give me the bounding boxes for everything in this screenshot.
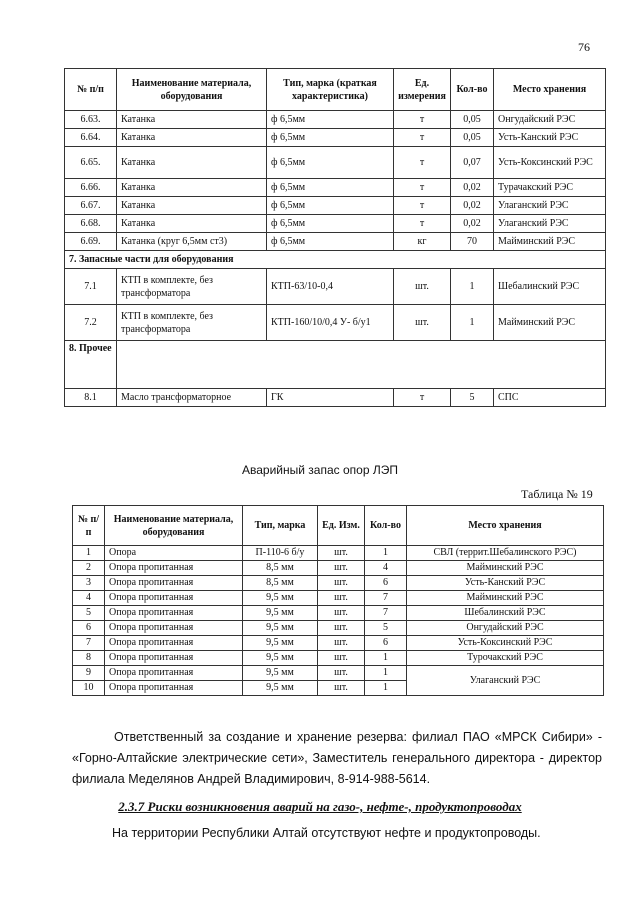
table-row: [65, 147, 606, 179]
cell-place: Усть-Канский РЭС: [494, 129, 606, 147]
cell-num: 6.68.: [65, 215, 117, 233]
cell-num: 7.1: [65, 269, 117, 305]
cell-qty: 5: [451, 389, 494, 407]
cell-type: ф 6,5мм: [267, 129, 394, 147]
cell-unit: т: [394, 197, 451, 215]
cell-place: Улаганский РЭС: [407, 666, 604, 696]
cell-type: 9,5 мм: [243, 621, 318, 636]
cell-type: 8,5 мм: [243, 576, 318, 591]
cell-place: Онгудайский РЭС: [494, 111, 606, 129]
cell-name: Опора пропитанная: [105, 621, 243, 636]
cell-unit: кг: [394, 233, 451, 251]
cell-qty: 1: [365, 681, 407, 696]
cell-name: Опора пропитанная: [105, 561, 243, 576]
cell-qty: 0,02: [451, 215, 494, 233]
table-row: [65, 179, 606, 197]
table-row: [73, 576, 604, 591]
cell-qty: 6: [365, 636, 407, 651]
cell-num: 6.67.: [65, 197, 117, 215]
cell-type: 9,5 мм: [243, 606, 318, 621]
table-row: [73, 666, 604, 681]
cell-num: 8.1: [65, 389, 117, 407]
cell-type: ф 6,5мм: [267, 147, 394, 179]
table-row: [73, 591, 604, 606]
cell-name: Опора пропитанная: [105, 591, 243, 606]
cell-num: 6.64.: [65, 129, 117, 147]
cell-place: СВЛ (террит.Шебалинского РЭС): [407, 546, 604, 561]
cell-unit: шт.: [318, 666, 365, 681]
cell-name: Катанка (круг 6,5мм ст3): [117, 233, 267, 251]
col-header-qty: Кол-во: [365, 506, 407, 546]
cell-unit: шт.: [318, 591, 365, 606]
cell-place: Улаганский РЭС: [494, 197, 606, 215]
section-title: 8. Прочее: [65, 341, 117, 389]
cell-place: Майминский РЭС: [494, 305, 606, 341]
table-row: [65, 111, 606, 129]
section-title: 7. Запасные части для оборудования: [65, 251, 606, 269]
cell-type: ф 6,5мм: [267, 197, 394, 215]
cell-unit: шт.: [318, 621, 365, 636]
cell-place: Улаганский РЭС: [494, 215, 606, 233]
cell-type: 9,5 мм: [243, 636, 318, 651]
cell-name: Опора пропитанная: [105, 651, 243, 666]
cell-place: СПС: [494, 389, 606, 407]
cell-type: ф 6,5мм: [267, 233, 394, 251]
cell-name: Катанка: [117, 179, 267, 197]
cell-type: 9,5 мм: [243, 666, 318, 681]
cell-qty: 0,05: [451, 111, 494, 129]
cell-name: Опора пропитанная: [105, 666, 243, 681]
cell-qty: 7: [365, 606, 407, 621]
cell-name: КТП в комплекте, без трансформатора: [117, 305, 267, 341]
table-row: [73, 561, 604, 576]
col-header-num: № п/п: [65, 69, 117, 111]
col-header-place: Место хранения: [494, 69, 606, 111]
section-row: [65, 251, 606, 269]
table-number: Таблица № 19: [521, 487, 593, 501]
cell-num: 7.2: [65, 305, 117, 341]
table-row: [65, 305, 606, 341]
cell-qty: 0,02: [451, 179, 494, 197]
table-row: [65, 389, 606, 407]
cell-unit: шт.: [394, 305, 451, 341]
cell-type: КТП-63/10-0,4: [267, 269, 394, 305]
table-row: [65, 129, 606, 147]
col-header-place: Место хранения: [407, 506, 604, 546]
materials-table: [64, 68, 606, 407]
table-row: [65, 215, 606, 233]
cell-num: 6.63.: [65, 111, 117, 129]
cell-type: П-110-6 б/у: [243, 546, 318, 561]
cell-name: Опора пропитанная: [105, 681, 243, 696]
cell-qty: 1: [451, 305, 494, 341]
cell-name: Опора пропитанная: [105, 576, 243, 591]
section-row: [65, 341, 606, 389]
cell-num: 7: [73, 636, 105, 651]
empty-cell: [117, 341, 606, 389]
cell-unit: шт.: [318, 561, 365, 576]
cell-unit: шт.: [318, 651, 365, 666]
cell-unit: т: [394, 147, 451, 179]
cell-num: 4: [73, 591, 105, 606]
table-header-row: [73, 506, 604, 546]
col-header-type: Тип, марка: [243, 506, 318, 546]
cell-place: Майминский РЭС: [494, 233, 606, 251]
col-header-num: № п/п: [73, 506, 105, 546]
cell-place: Усть-Канский РЭС: [407, 576, 604, 591]
cell-place: Усть-Коксинский РЭС: [407, 636, 604, 651]
table-caption: Аварийный запас опор ЛЭП: [242, 463, 398, 477]
cell-qty: 4: [365, 561, 407, 576]
cell-unit: т: [394, 129, 451, 147]
cell-place: Онгудайский РЭС: [407, 621, 604, 636]
col-header-unit: Ед. Изм.: [318, 506, 365, 546]
cell-unit: шт.: [318, 636, 365, 651]
table-row: [73, 546, 604, 561]
cell-type: ГК: [267, 389, 394, 407]
cell-place: Турочакский РЭС: [407, 651, 604, 666]
table-header-row: [65, 69, 606, 111]
col-header-unit: Ед. измерения: [394, 69, 451, 111]
cell-name: КТП в комплекте, без трансформатора: [117, 269, 267, 305]
cell-type: КТП-160/10/0,4 У- б/у1: [267, 305, 394, 341]
cell-num: 6.65.: [65, 147, 117, 179]
page-number: 76: [578, 40, 590, 54]
cell-qty: 70: [451, 233, 494, 251]
col-header-name: Наименование материала, оборудования: [105, 506, 243, 546]
cell-num: 6.66.: [65, 179, 117, 197]
pipelines-paragraph: На территории Республики Алтай отсутствуют нефте и продуктопроводы.: [112, 826, 541, 840]
cell-unit: т: [394, 389, 451, 407]
cell-name: Масло трансформаторное: [117, 389, 267, 407]
cell-place: Майминский РЭС: [407, 561, 604, 576]
cell-name: Катанка: [117, 197, 267, 215]
cell-type: 9,5 мм: [243, 651, 318, 666]
cell-place: Майминский РЭС: [407, 591, 604, 606]
cell-name: Опора: [105, 546, 243, 561]
cell-unit: т: [394, 111, 451, 129]
table-row: [73, 651, 604, 666]
cell-qty: 6: [365, 576, 407, 591]
cell-unit: шт.: [318, 576, 365, 591]
cell-num: 6.69.: [65, 233, 117, 251]
cell-qty: 0,02: [451, 197, 494, 215]
cell-num: 3: [73, 576, 105, 591]
col-header-type: Тип, марка (краткая характеристика): [267, 69, 394, 111]
poles-table: [72, 505, 604, 696]
table-row: [65, 269, 606, 305]
table-row: [65, 197, 606, 215]
table-row: [73, 621, 604, 636]
cell-place: Турачакский РЭС: [494, 179, 606, 197]
cell-qty: 1: [365, 651, 407, 666]
cell-place: Шебалинский РЭС: [494, 269, 606, 305]
cell-unit: шт.: [318, 546, 365, 561]
cell-num: 6: [73, 621, 105, 636]
cell-num: 1: [73, 546, 105, 561]
table-row: [65, 233, 606, 251]
table-row: [73, 606, 604, 621]
cell-num: 9: [73, 666, 105, 681]
cell-unit: шт.: [318, 606, 365, 621]
cell-name: Катанка: [117, 111, 267, 129]
cell-name: Катанка: [117, 215, 267, 233]
cell-qty: 1: [365, 666, 407, 681]
table-row: [73, 636, 604, 651]
cell-name: Катанка: [117, 129, 267, 147]
cell-num: 2: [73, 561, 105, 576]
cell-qty: 1: [451, 269, 494, 305]
cell-unit: т: [394, 179, 451, 197]
cell-qty: 0,07: [451, 147, 494, 179]
cell-num: 5: [73, 606, 105, 621]
col-header-qty: Кол-во: [451, 69, 494, 111]
responsible-paragraph: Ответственный за создание и хранение резерва: филиал ПАО «МРСК Сибири» - «Горно-Алтайские электрические сети», Заместитель генерального директора - директор филиала Меделянов Андрей Владимирович, 8-914-988-5614.: [72, 730, 602, 786]
cell-name: Опора пропитанная: [105, 606, 243, 621]
cell-unit: шт.: [318, 681, 365, 696]
section-heading: 2.3.7 Риски возникновения аварий на газо-, нефте-, продуктопроводах: [118, 799, 522, 814]
cell-name: Опора пропитанная: [105, 636, 243, 651]
cell-type: 8,5 мм: [243, 561, 318, 576]
cell-name: Катанка: [117, 147, 267, 179]
cell-num: 10: [73, 681, 105, 696]
cell-qty: 7: [365, 591, 407, 606]
cell-type: 9,5 мм: [243, 591, 318, 606]
cell-type: ф 6,5мм: [267, 179, 394, 197]
col-header-name: Наименование материала, оборудования: [117, 69, 267, 111]
cell-type: ф 6,5мм: [267, 215, 394, 233]
cell-type: 9,5 мм: [243, 681, 318, 696]
cell-unit: шт.: [394, 269, 451, 305]
cell-place: Шебалинский РЭС: [407, 606, 604, 621]
cell-qty: 5: [365, 621, 407, 636]
cell-qty: 1: [365, 546, 407, 561]
cell-num: 8: [73, 651, 105, 666]
cell-place: Усть-Коксинский РЭС: [494, 147, 606, 179]
cell-unit: т: [394, 215, 451, 233]
cell-type: ф 6,5мм: [267, 111, 394, 129]
cell-qty: 0,05: [451, 129, 494, 147]
